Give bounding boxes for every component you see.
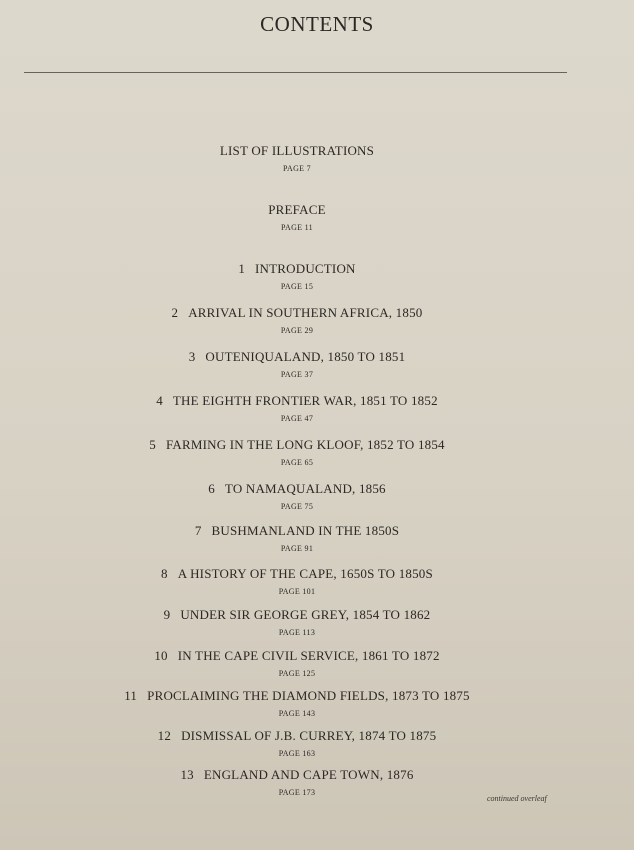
chapter-number: 12 bbox=[157, 728, 172, 743]
page-title: CONTENTS bbox=[260, 12, 374, 36]
chapter-number: 5 bbox=[149, 437, 156, 452]
toc-entry-title: INTRODUCTION bbox=[255, 261, 356, 276]
toc-entry-page: PAGE 37 bbox=[280, 370, 314, 379]
toc-entry-page: PAGE 11 bbox=[281, 223, 313, 232]
chapter-number: 9 bbox=[163, 607, 171, 622]
toc-entry-page: PAGE 29 bbox=[280, 326, 314, 335]
toc-entry-page: PAGE 15 bbox=[280, 282, 314, 291]
toc-entry-title: UNDER SIR GEORGE GREY, 1854 TO 1862 bbox=[180, 607, 431, 622]
toc-entry-title: PROCLAIMING THE DIAMOND FIELDS, 1873 TO 1875 bbox=[147, 688, 470, 703]
toc-entry-title: THE EIGHTH FRONTIER WAR, 1851 TO 1852 bbox=[172, 393, 438, 408]
chapter-number: 11 bbox=[124, 688, 138, 703]
toc-entry-page: PAGE 75 bbox=[280, 502, 314, 511]
toc-entry-chapter-1[interactable] bbox=[0, 261, 594, 291]
toc-entry-chapter-9[interactable] bbox=[0, 607, 594, 637]
toc-entry-chapter-4[interactable] bbox=[0, 393, 594, 423]
chapter-number: 3 bbox=[188, 349, 196, 364]
chapter-number: 10 bbox=[154, 648, 168, 663]
toc-entry-page: PAGE 125 bbox=[278, 669, 316, 678]
toc-entry-page: PAGE 113 bbox=[278, 628, 316, 637]
chapter-number: 8 bbox=[161, 566, 168, 581]
continued-note: continued overleaf bbox=[487, 794, 547, 803]
toc-entry-chapter-11[interactable] bbox=[0, 688, 594, 718]
chapter-number: 2 bbox=[171, 305, 179, 320]
toc-entry-chapter-12[interactable] bbox=[0, 728, 594, 758]
chapter-number: 13 bbox=[180, 767, 194, 782]
toc-entry-title: BUSHMANLAND IN THE 1850S bbox=[211, 523, 400, 538]
toc-entry-page: PAGE 163 bbox=[278, 749, 316, 758]
chapter-number: 6 bbox=[208, 481, 215, 496]
toc-entry-title: TO NAMAQUALAND, 1856 bbox=[224, 481, 386, 496]
toc-entry-page: PAGE 143 bbox=[278, 709, 316, 718]
toc-entry-chapter-8[interactable] bbox=[0, 566, 594, 596]
toc-entry-illustrations[interactable] bbox=[0, 143, 594, 173]
chapter-number: 4 bbox=[156, 393, 163, 408]
toc-entry-title: DISMISSAL OF J.B. CURREY, 1874 TO 1875 bbox=[181, 728, 437, 743]
toc-entry-preface[interactable] bbox=[0, 202, 594, 232]
toc-entry-page: PAGE 101 bbox=[278, 587, 316, 596]
toc-entry-chapter-5[interactable] bbox=[0, 437, 594, 467]
chapter-number: 1 bbox=[238, 261, 246, 276]
toc-entry-title: LIST OF ILLUSTRATIONS bbox=[219, 143, 375, 158]
toc-entry-chapter-3[interactable] bbox=[0, 349, 594, 379]
toc-entry-chapter-7[interactable] bbox=[0, 523, 594, 553]
toc-entry-chapter-10[interactable] bbox=[0, 648, 594, 678]
toc-entry-title: ENGLAND AND CAPE TOWN, 1876 bbox=[203, 767, 414, 782]
toc-entry-title: OUTENIQUALAND, 1850 TO 1851 bbox=[205, 349, 406, 364]
toc-entry-title: A HISTORY OF THE CAPE, 1650S TO 1850S bbox=[177, 566, 433, 581]
toc-entry-page: PAGE 91 bbox=[280, 544, 314, 553]
toc-entry-page: PAGE 47 bbox=[280, 414, 314, 423]
toc-entry-chapter-13[interactable] bbox=[0, 767, 594, 797]
toc-entry-title: IN THE CAPE CIVIL SERVICE, 1861 TO 1872 bbox=[177, 648, 440, 663]
toc-entry-page: PAGE 173 bbox=[278, 788, 316, 797]
toc-entry-page: PAGE 7 bbox=[283, 164, 311, 173]
toc-entry-chapter-2[interactable] bbox=[0, 305, 594, 335]
title-rule bbox=[24, 72, 567, 73]
toc-entry-title: PREFACE bbox=[268, 202, 326, 217]
toc-entry-title: FARMING IN THE LONG KLOOF, 1852 TO 1854 bbox=[165, 437, 445, 452]
toc-entry-page: PAGE 65 bbox=[280, 458, 314, 467]
chapter-number: 7 bbox=[194, 523, 202, 538]
toc-entry-chapter-6[interactable] bbox=[0, 481, 594, 511]
toc-entry-title: ARRIVAL IN SOUTHERN AFRICA, 1850 bbox=[188, 305, 423, 320]
